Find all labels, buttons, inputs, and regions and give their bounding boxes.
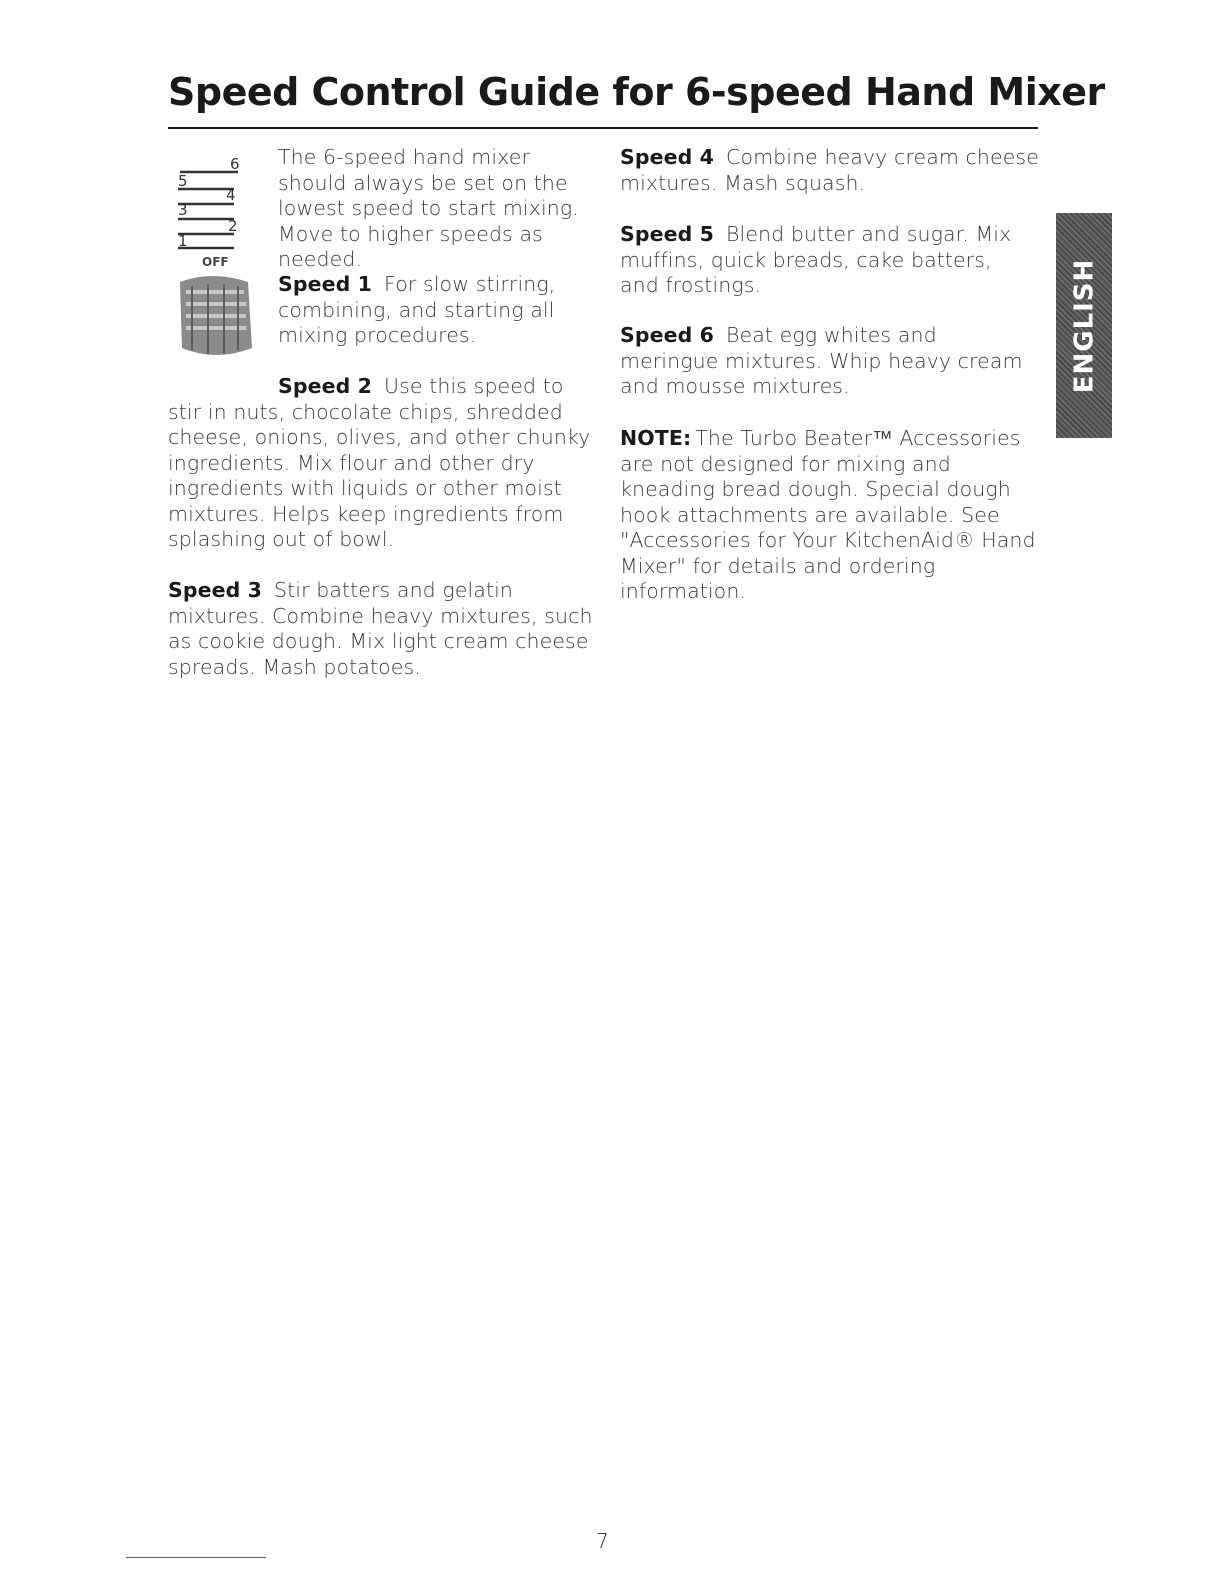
dial-number-6: 6 xyxy=(230,155,240,173)
speed-dial-illustration xyxy=(172,144,272,374)
footer-rule xyxy=(126,1557,266,1558)
title-rule xyxy=(168,127,1038,129)
dial-off-label: OFF xyxy=(202,255,229,269)
speed-6-text: Beat egg whites and meringue mixtures. Whip heavy cream and mousse mixtures. xyxy=(620,323,1023,398)
dial-number-3: 3 xyxy=(178,201,188,219)
speed-5-text: Blend butter and sugar. Mix muffins, quick breads, cake batters, and frostings. xyxy=(620,222,1012,297)
speed-1-text: For slow stirring, combining, and starting all mixing procedures. xyxy=(278,272,556,347)
speed-1-paragraph xyxy=(278,272,578,349)
speed-1-label: Speed 1 xyxy=(278,272,373,296)
speed-3-text: Stir batters and gelatin mixtures. Combine heavy mixtures, such as cookie dough. Mix light cream cheese spreads. Mash potatoes. xyxy=(168,578,593,679)
language-tab-label: ENGLISH xyxy=(1069,258,1099,393)
speed-3-paragraph xyxy=(168,578,598,680)
note-paragraph xyxy=(620,426,1045,605)
dial-number-5: 5 xyxy=(178,172,188,190)
speed-2-label: Speed 2 xyxy=(278,374,373,398)
dial-number-1: 1 xyxy=(178,232,188,250)
speed-2-text: Use this speed to stir in nuts, chocolate chips, shredded cheese, onions, olives, and other chunky ingredients. Mix flour and other dry ingredients with liquids or other moist mixtures. Helps keep ingredients from splashing out of bowl. xyxy=(168,374,591,551)
note-label: NOTE: xyxy=(620,426,692,450)
speed-3-label: Speed 3 xyxy=(168,578,263,602)
page-title: Speed Control Guide for 6-speed Hand Mixer xyxy=(168,70,1105,114)
speed-6-paragraph xyxy=(620,323,1035,400)
language-tab xyxy=(1056,213,1112,438)
dial-number-2: 2 xyxy=(228,217,238,235)
note-text: The Turbo Beater™ Accessories are not designed for mixing and kneading bread dough. Special dough hook attachments are available. See "Accessories for Your KitchenAid® Hand Mixer" for details and ordering information. xyxy=(620,426,1036,603)
speed-2-paragraph xyxy=(168,374,598,553)
speed-4-paragraph xyxy=(620,145,1045,196)
speed-5-label: Speed 5 xyxy=(620,222,715,246)
speed-4-text: Combine heavy cream cheese mixtures. Mash squash. xyxy=(620,145,1039,195)
page-number: 7 xyxy=(596,1529,609,1553)
speed-6-label: Speed 6 xyxy=(620,323,715,347)
intro-paragraph: The 6-speed hand mixer should always be set on the lowest speed to start mixing. Move to higher speeds as needed. xyxy=(278,145,579,271)
speed-4-label: Speed 4 xyxy=(620,145,715,169)
speed-5-paragraph xyxy=(620,222,1020,299)
dial-number-4: 4 xyxy=(226,186,236,204)
